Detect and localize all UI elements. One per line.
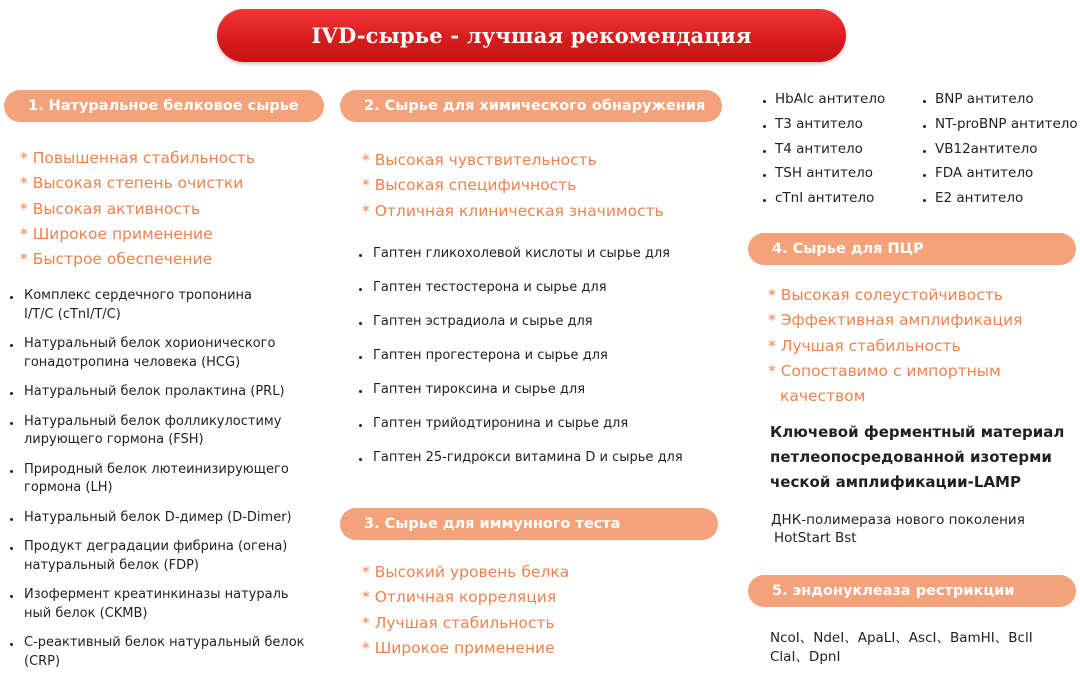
section-3-title: 3. Сырье для иммунного теста xyxy=(364,516,621,532)
lamp-line: ческой амплификации-LAMP xyxy=(770,473,1021,491)
feature-item: * Сопоставимо с импортным xyxy=(768,359,1022,384)
section-4-features xyxy=(768,283,1022,409)
feature-item: * Широкое применение xyxy=(362,636,569,661)
enzyme-line: ClaI、DpnI xyxy=(770,649,841,665)
antibody-item: NT-proBNP антитело xyxy=(920,112,1078,137)
product-item: Натуральный белок фолликулостиму лирующего гормона (FSH) xyxy=(8,413,294,450)
section-5-header xyxy=(748,575,1076,607)
feature-item: * Высокая активность xyxy=(20,197,255,222)
antibody-item: T4 антитело xyxy=(760,137,885,162)
polymerase-line: ДНК-полимераза нового поколения xyxy=(771,512,1025,528)
antibody-item: cTnI антитело xyxy=(760,186,885,211)
polymerase-line: HotStart Bst xyxy=(774,530,857,546)
product-item: Гаптен тестостерона и сырье для xyxy=(357,279,683,298)
lamp-line: Ключевой ферментный материал xyxy=(770,423,1065,441)
antibody-item: E2 антитело xyxy=(920,186,1078,211)
product-item: Гаптен прогестерона и сырье для xyxy=(357,347,683,366)
product-item: Гаптен эстрадиола и сырье для xyxy=(357,313,683,332)
feature-item: * Быстрое обеспечение xyxy=(20,247,255,272)
feature-item: * Отличная корреляция xyxy=(362,585,569,610)
section-3-header xyxy=(340,508,718,540)
section-4-title: 4. Сырье для ПЦР xyxy=(772,241,924,257)
product-item: Изофермент креатинкиназы натураль ный белок (CKMB) xyxy=(8,586,309,623)
product-item: Гаптен 25-гидрокси витамина D и сырье для xyxy=(357,449,683,468)
feature-item: * Отличная клиническая значимость xyxy=(362,199,664,224)
section-5-title: 5. эндонуклеаза рестрикции xyxy=(772,583,1015,599)
feature-item: * Широкое применение xyxy=(20,222,255,247)
product-item: Гаптен трийодтиронина и сырье для xyxy=(357,415,683,434)
page-banner xyxy=(217,9,846,62)
section-2-header xyxy=(340,90,722,122)
section-1-title: 1. Натуральное белковое сырье xyxy=(28,98,299,114)
section-2-features xyxy=(362,148,664,224)
feature-item: * Высокий уровень белка xyxy=(362,560,569,585)
product-item: Природный белок лютеинизирующего гормона (LH) xyxy=(8,461,309,498)
product-item: Натуральный белок пролактина (PRL) xyxy=(8,383,308,402)
enzyme-list xyxy=(770,629,1033,667)
feature-item: качеством xyxy=(780,387,866,406)
product-item: С-реактивный белок натуральный белок (CRP) xyxy=(8,634,324,671)
product-item: Гаптен гликохолевой кислоты и сырье для xyxy=(357,245,683,264)
product-item: Продукт деградации фибрина (огена) натуральный белок (FDP) xyxy=(8,538,309,575)
antibody-list-2 xyxy=(920,87,1078,211)
section-4-header xyxy=(748,233,1076,265)
antibody-item: TSH антитело xyxy=(760,161,885,186)
antibody-item: BNP антитело xyxy=(920,87,1078,112)
feature-item: * Высокая специфичность xyxy=(362,173,664,198)
lamp-line: петлеопосредованной изотерми xyxy=(770,448,1052,466)
section-1-header xyxy=(4,90,324,122)
page-title: IVD-сырье - лучшая рекомендация xyxy=(311,23,752,48)
product-item: Натуральный белок D-димер (D-Dimer) xyxy=(8,509,308,528)
antibody-item: T3 антитело xyxy=(760,112,885,137)
feature-item: * Высокая чувствительность xyxy=(362,148,664,173)
feature-item: * Повышенная стабильность xyxy=(20,146,255,171)
section-1-products xyxy=(8,287,308,671)
product-item: Комплекс сердечного тропонина I/T/C (cTnI/T/C) xyxy=(8,287,264,324)
feature-item: * Высокая солеустойчивость xyxy=(768,283,1022,308)
lamp-description xyxy=(770,420,1064,495)
feature-item: * Высокая степень очистки xyxy=(20,171,255,196)
feature-item: * Лучшая стабильность xyxy=(362,611,569,636)
section-2-title: 2. Сырье для химического обнаружения xyxy=(364,98,706,114)
antibody-list-1 xyxy=(760,87,885,211)
section-1-features xyxy=(20,146,255,272)
product-item: Гаптен тироксина и сырье для xyxy=(357,381,683,400)
antibody-item: HbAlc антитело xyxy=(760,87,885,112)
polymerase-description xyxy=(771,511,1025,547)
antibody-item: VB12антитело xyxy=(920,137,1078,162)
enzyme-line: NcoI、NdeI、ApaLI、AscI、BamHI、BclI xyxy=(770,630,1033,646)
section-3-features xyxy=(362,560,569,661)
product-item: Натуральный белок хорионического гонадотропина человека (HCG) xyxy=(8,335,308,372)
antibody-item: FDA антитело xyxy=(920,161,1078,186)
section-2-products xyxy=(357,245,683,468)
feature-item: * Лучшая стабильность xyxy=(768,334,1022,359)
feature-item: * Эффективная амплификация xyxy=(768,308,1022,333)
